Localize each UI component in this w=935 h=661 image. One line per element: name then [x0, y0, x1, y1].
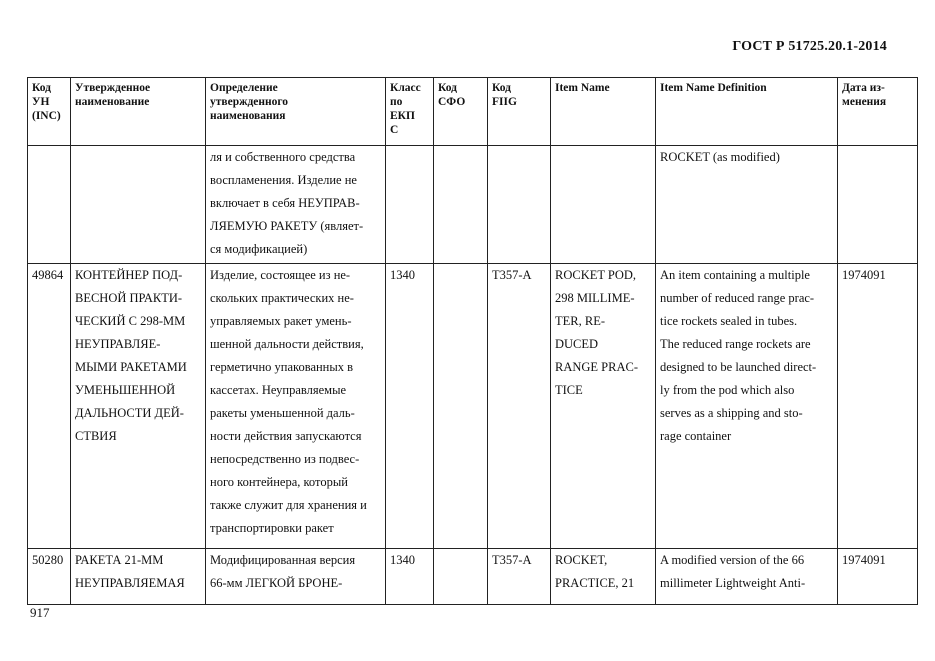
cell-class: 1340: [386, 264, 434, 549]
col-header-fiig: Код FIIG: [488, 78, 551, 146]
cell-approved-name: КОНТЕЙНЕР ПОД- ВЕСНОЙ ПРАКТИ- ЧЕСКИЙ С 298-ММ НЕУПРАВЛЯЕ- МЫМИ РАКЕТАМИ УМЕНЬШЕННОЙ ДАЛЬНОСТИ ДЕЙ- СТВИЯ: [71, 264, 206, 549]
col-header-class: Класс по ЕКП С: [386, 78, 434, 146]
cell-date: 1974091: [838, 264, 918, 549]
table-row: [28, 549, 918, 605]
cell-item-definition: A modified version of the 66 millimeter Lightweight Anti-: [656, 549, 838, 605]
col-header-inc: Код УН (INC): [28, 78, 71, 146]
col-header-definition: Определение утвержденного наименования: [206, 78, 386, 146]
cell-date: [838, 146, 918, 264]
table-header-row: [28, 78, 918, 146]
table-row: [28, 146, 918, 264]
cell-item-name: ROCKET, PRACTICE, 21: [551, 549, 656, 605]
cell-item-definition: An item containing a multiple number of reduced range prac- tice rockets sealed in tubes. The reduced range rockets are designed to be launched direct- ly from the pod which also serves as a shipping and sto- rage container: [656, 264, 838, 549]
table-row: [28, 264, 918, 549]
col-header-item-name: Item Name: [551, 78, 656, 146]
col-header-date: Дата из- менения: [838, 78, 918, 146]
cell-fiig: T357-A: [488, 264, 551, 549]
cell-sfo: [434, 146, 488, 264]
classification-table: [27, 77, 918, 605]
col-header-sfo: Код СФО: [434, 78, 488, 146]
cell-inc: 50280: [28, 549, 71, 605]
cell-inc: 49864: [28, 264, 71, 549]
cell-definition: Модифицированная версия 66-мм ЛЕГКОЙ БРОНЕ-: [206, 549, 386, 605]
cell-class: 1340: [386, 549, 434, 605]
page-number: 917: [30, 605, 50, 620]
cell-item-name: ROCKET POD, 298 MILLIME- TER, RE- DUCED RANGE PRAC- TICE: [551, 264, 656, 549]
col-header-item-definition: Item Name Definition: [656, 78, 838, 146]
cell-fiig: T357-A: [488, 549, 551, 605]
cell-fiig: [488, 146, 551, 264]
document-title: ГОСТ Р 51725.20.1-2014: [732, 39, 887, 54]
cell-item-definition: ROCKET (as modified): [656, 146, 838, 264]
cell-item-name: [551, 146, 656, 264]
cell-class: [386, 146, 434, 264]
cell-sfo: [434, 549, 488, 605]
col-header-approved-name: Утвержденное наименование: [71, 78, 206, 146]
cell-approved-name: РАКЕТА 21-ММ НЕУПРАВЛЯЕМАЯ: [71, 549, 206, 605]
cell-sfo: [434, 264, 488, 549]
cell-definition: Изделие, состоящее из не- скольких практических не- управляемых ракет умень- шенной дальности действия, герметично упакованных в кассетах. Неуправляемые ракеты уменьшенной даль- ности действия запускаются непосредственно из подвес- ного контейнера, который также служит для хранения и транспортировки ракет: [206, 264, 386, 549]
cell-approved-name: [71, 146, 206, 264]
cell-date: 1974091: [838, 549, 918, 605]
cell-definition: ля и собственного средства воспламенения. Изделие не включает в себя НЕУПРАВ- ЛЯЕМУЮ РАКЕТУ (являет- ся модификацией): [206, 146, 386, 264]
cell-inc: [28, 146, 71, 264]
